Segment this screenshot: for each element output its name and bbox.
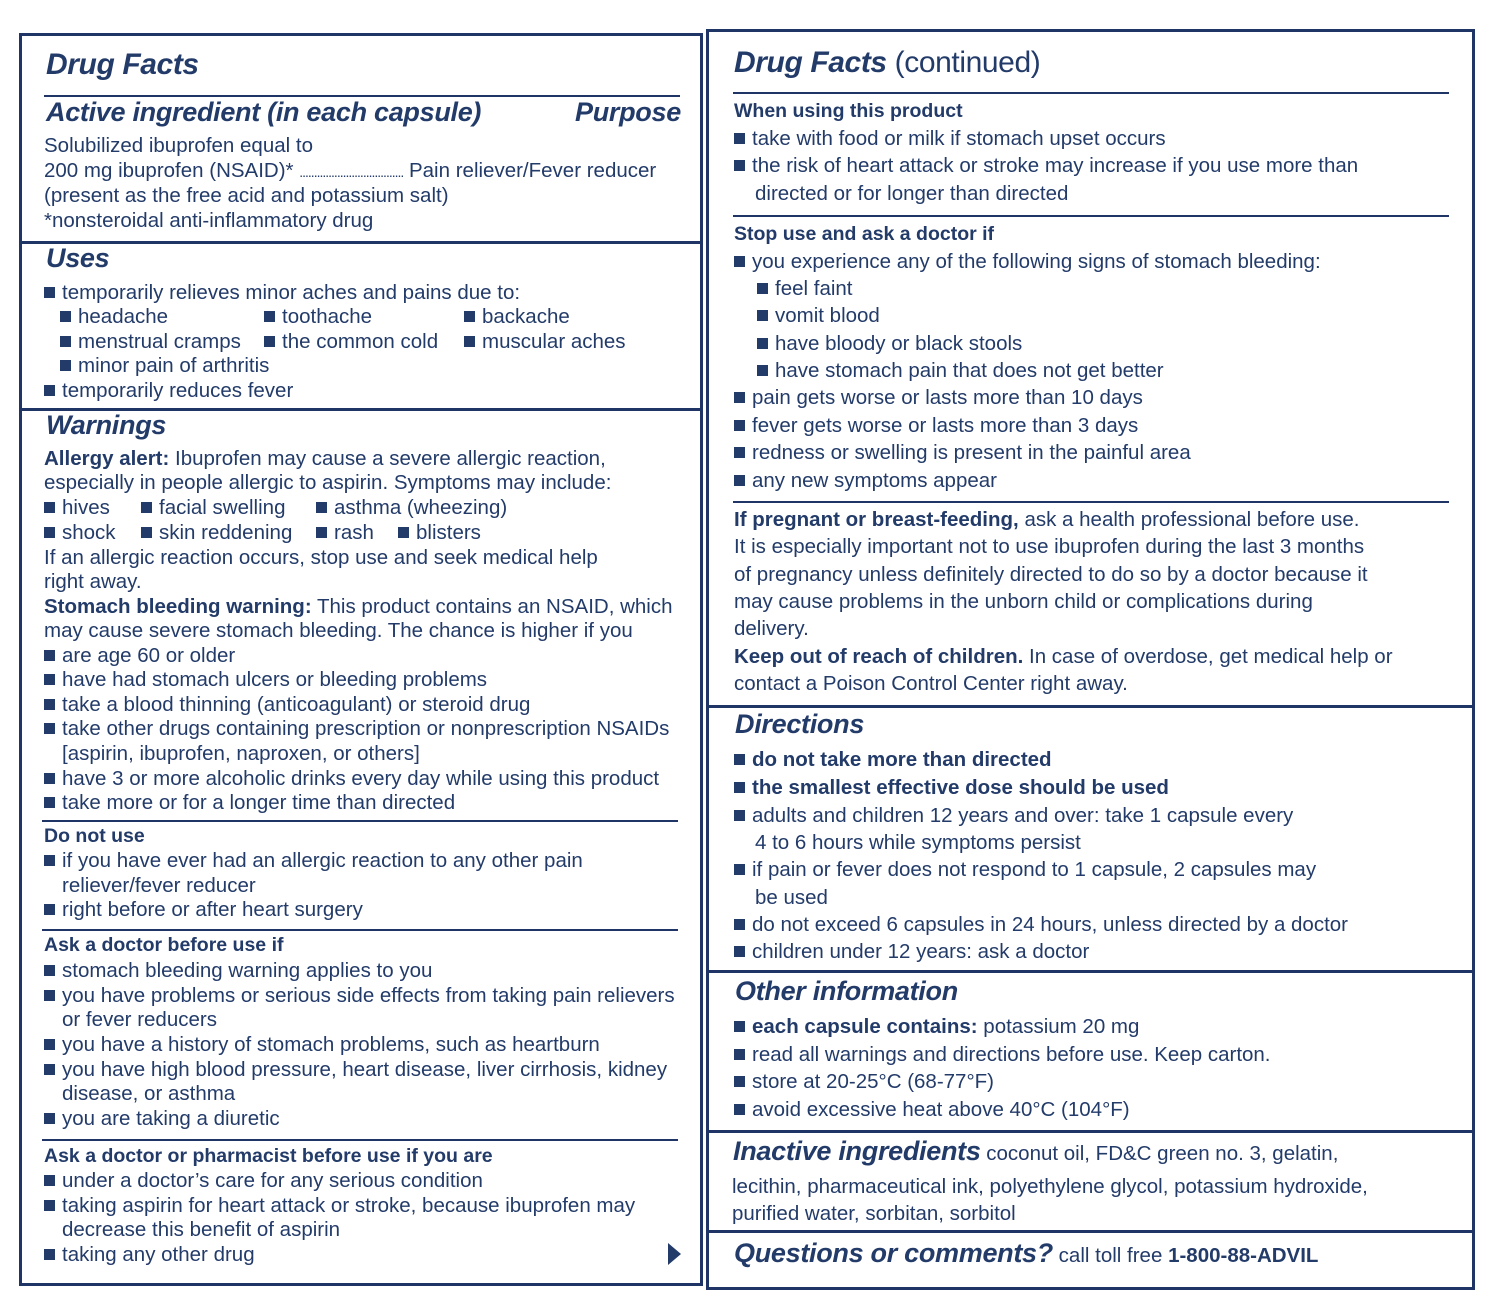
continue-arrow-icon xyxy=(668,1243,681,1265)
symptom-item: asthma (wheezing) xyxy=(316,496,507,520)
other-info-item: avoid excessive heat above 40°C (104°F) xyxy=(734,1098,1130,1122)
allergy-alert-line: Allergy alert: Ibuprofen may cause a severe allergic reaction, xyxy=(44,447,606,470)
allergy-alert-line: especially in people allergic to aspirin. Symptoms may include: xyxy=(44,471,612,494)
symptom-item: blisters xyxy=(398,521,481,545)
divider xyxy=(733,501,1449,503)
ask-pharmacist-item: taking any other drug xyxy=(44,1243,255,1267)
other-info-item: each capsule contains: potassium 20 mg xyxy=(734,1015,1139,1039)
bleeding-sign-item: have stomach pain that does not get better xyxy=(757,359,1164,383)
ingredient-line-2 xyxy=(44,159,656,184)
drug-facts-left-panel xyxy=(19,33,703,1286)
use-item: menstrual cramps xyxy=(60,330,241,354)
active-ingredient-section xyxy=(22,36,700,241)
stop-use-item: pain gets worse or lasts more than 10 days xyxy=(734,386,1143,410)
symptom-item: facial swelling xyxy=(141,496,285,520)
pregnancy-line: If pregnant or breast-feeding, ask a health professional before use. xyxy=(734,508,1360,531)
stomach-item: are age 60 or older xyxy=(44,644,235,668)
bleeding-sign-item: feel faint xyxy=(757,277,853,301)
direction-item-bold: the smallest effective dose should be used xyxy=(734,776,1169,800)
ingredient-line-3: (present as the free acid and potassium salt) xyxy=(44,184,449,207)
do-not-use-heading: Do not use xyxy=(44,825,145,847)
direction-item-bold: do not take more than directed xyxy=(734,748,1052,772)
stop-use-item: you experience any of the following signs of stomach bleeding: xyxy=(734,250,1321,274)
ingredient-purpose: Pain reliever/Fever reducer xyxy=(408,159,657,182)
other-info-item: read all warnings and directions before use. Keep carton. xyxy=(734,1043,1271,1067)
ask-doctor-heading: Ask a doctor before use if xyxy=(44,934,284,956)
when-using-item: take with food or milk if stomach upset occurs xyxy=(734,127,1166,151)
other-information-section xyxy=(709,970,1472,1130)
stomach-warning-line: Stomach bleeding warning: This product contains an NSAID, which xyxy=(44,595,673,618)
divider xyxy=(42,820,678,822)
uses-heading: Uses xyxy=(46,243,110,273)
stomach-item: take other drugs containing prescription or nonprescription NSAIDs xyxy=(44,717,669,741)
questions-section xyxy=(709,1230,1472,1287)
stomach-item: have had stomach ulcers or bleeding problems xyxy=(44,668,487,692)
pregnancy-line: delivery. xyxy=(734,617,809,640)
divider xyxy=(42,929,678,931)
use-item: headache xyxy=(60,305,168,329)
symptom-item: skin reddening xyxy=(141,521,292,545)
symptom-item: shock xyxy=(44,521,116,545)
ingredient-footnote: *nonsteroidal anti-inflammatory drug xyxy=(44,209,374,232)
do-not-use-item: if you have ever had an allergic reaction to any other pain xyxy=(44,849,583,873)
divider xyxy=(733,215,1449,217)
divider xyxy=(733,92,1449,94)
ingredient-line-1: Solubilized ibuprofen equal to xyxy=(44,134,313,157)
directions-heading: Directions xyxy=(735,709,865,739)
ask-doctor-item-continued: disease, or asthma xyxy=(62,1082,236,1105)
do-not-use-item: right before or after heart surgery xyxy=(44,898,363,922)
keep-out-line: Keep out of reach of children. In case of overdose, get medical help or xyxy=(734,645,1393,668)
stomach-item: take a blood thinning (anticoagulant) or steroid drug xyxy=(44,693,530,717)
other-info-item: store at 20-25°C (68-77°F) xyxy=(734,1070,994,1094)
do-not-use-item-continued: reliever/fever reducer xyxy=(62,874,256,897)
inactive-ingredients-section xyxy=(709,1130,1472,1230)
ask-doctor-item: you have high blood pressure, heart disease, liver cirrhosis, kidney xyxy=(44,1058,667,1082)
stop-use-item: fever gets worse or lasts more than 3 days xyxy=(734,414,1138,438)
ask-doctor-item-continued: or fever reducers xyxy=(62,1008,217,1031)
warnings-section xyxy=(22,408,700,1283)
divider xyxy=(42,1139,678,1141)
direction-item-continued: be used xyxy=(755,886,828,909)
continued-section xyxy=(709,32,1472,705)
ask-pharmacist-item-continued: decrease this benefit of aspirin xyxy=(62,1218,341,1241)
stomach-warning-line: may cause severe stomach bleeding. The chance is higher if you xyxy=(44,619,633,642)
use-item: toothache xyxy=(264,305,372,329)
direction-item: if pain or fever does not respond to 1 capsule, 2 capsules may xyxy=(734,858,1316,882)
stomach-item: take more or for a longer time than directed xyxy=(44,791,455,815)
phone-number: 1-800-88-ADVIL xyxy=(1168,1244,1319,1267)
drug-facts-title: Drug Facts xyxy=(46,48,199,81)
inactive-ingredients-line: Inactive ingredients coconut oil, FD&C green no. 3, gelatin, xyxy=(733,1136,1339,1166)
when-using-item-continued: directed or for longer than directed xyxy=(755,182,1069,205)
symptom-item: rash xyxy=(316,521,374,545)
inactive-ingredients-line: purified water, sorbitan, sorbitol xyxy=(732,1202,1016,1225)
ask-pharmacist-heading: Ask a doctor or pharmacist before use if you are xyxy=(44,1145,493,1167)
stop-use-item: any new symptoms appear xyxy=(734,469,997,493)
ask-pharmacist-item: under a doctor’s care for any serious condition xyxy=(44,1169,483,1193)
pregnancy-line: of pregnancy unless definitely directed to do so by a doctor because it xyxy=(734,563,1368,586)
pregnancy-line: may cause problems in the unborn child or complications during xyxy=(734,590,1313,613)
uses-intro: temporarily relieves minor aches and pains due to: xyxy=(44,281,520,305)
drug-facts-continued-title: Drug Facts (continued) xyxy=(734,46,1041,79)
active-ingredient-heading: Active ingredient (in each capsule) xyxy=(46,97,482,127)
allergy-instruction: right away. xyxy=(44,570,142,593)
questions-line: Questions or comments? call toll free 1-800-88-ADVIL xyxy=(734,1238,1319,1268)
allergy-instruction: If an allergic reaction occurs, stop use and seek medical help xyxy=(44,546,598,569)
use-item: backache xyxy=(464,305,570,329)
direction-item: do not exceed 6 capsules in 24 hours, unless directed by a doctor xyxy=(734,913,1348,937)
use-item: the common cold xyxy=(264,330,438,354)
symptom-item: hives xyxy=(44,496,110,520)
direction-item-continued: 4 to 6 hours while symptoms persist xyxy=(755,831,1081,854)
use-item: temporarily reduces fever xyxy=(44,379,293,403)
uses-section xyxy=(22,241,700,408)
direction-item: adults and children 12 years and over: take 1 capsule every xyxy=(734,804,1293,828)
ask-doctor-item: stomach bleeding warning applies to you xyxy=(44,959,432,983)
ask-pharmacist-item: taking aspirin for heart attack or stroke, because ibuprofen may xyxy=(44,1194,635,1218)
when-using-item: the risk of heart attack or stroke may increase if you use more than xyxy=(734,154,1358,178)
ask-doctor-item: you have a history of stomach problems, such as heartburn xyxy=(44,1033,600,1057)
ask-doctor-item: you have problems or serious side effects from taking pain relievers xyxy=(44,984,675,1008)
stomach-item: have 3 or more alcoholic drinks every day while using this product xyxy=(44,767,659,791)
stomach-item-continued: [aspirin, ibuprofen, naproxen, or others] xyxy=(62,742,420,765)
other-information-heading: Other information xyxy=(735,976,958,1006)
direction-item: children under 12 years: ask a doctor xyxy=(734,940,1089,964)
ask-doctor-item: you are taking a diuretic xyxy=(44,1107,280,1131)
drug-facts-right-panel xyxy=(706,29,1475,1290)
use-item: minor pain of arthritis xyxy=(60,354,269,378)
leader-dots: .................................... xyxy=(299,164,404,180)
when-using-heading: When using this product xyxy=(734,100,963,122)
inactive-ingredients-line: lecithin, pharmaceutical ink, polyethylene glycol, potassium hydroxide, xyxy=(732,1175,1368,1198)
stop-use-item: redness or swelling is present in the painful area xyxy=(734,441,1191,465)
stop-use-heading: Stop use and ask a doctor if xyxy=(734,223,995,245)
purpose-heading: Purpose xyxy=(575,97,681,127)
warnings-heading: Warnings xyxy=(46,410,167,440)
pregnancy-line: It is especially important not to use ibuprofen during the last 3 months xyxy=(734,535,1365,558)
bleeding-sign-item: have bloody or black stools xyxy=(757,332,1022,356)
ingredient-name: 200 mg ibuprofen (NSAID)* xyxy=(44,159,294,182)
keep-out-line: contact a Poison Control Center right away. xyxy=(734,672,1128,695)
directions-section xyxy=(709,705,1472,970)
bleeding-sign-item: vomit blood xyxy=(757,304,880,328)
use-item: muscular aches xyxy=(464,330,626,354)
